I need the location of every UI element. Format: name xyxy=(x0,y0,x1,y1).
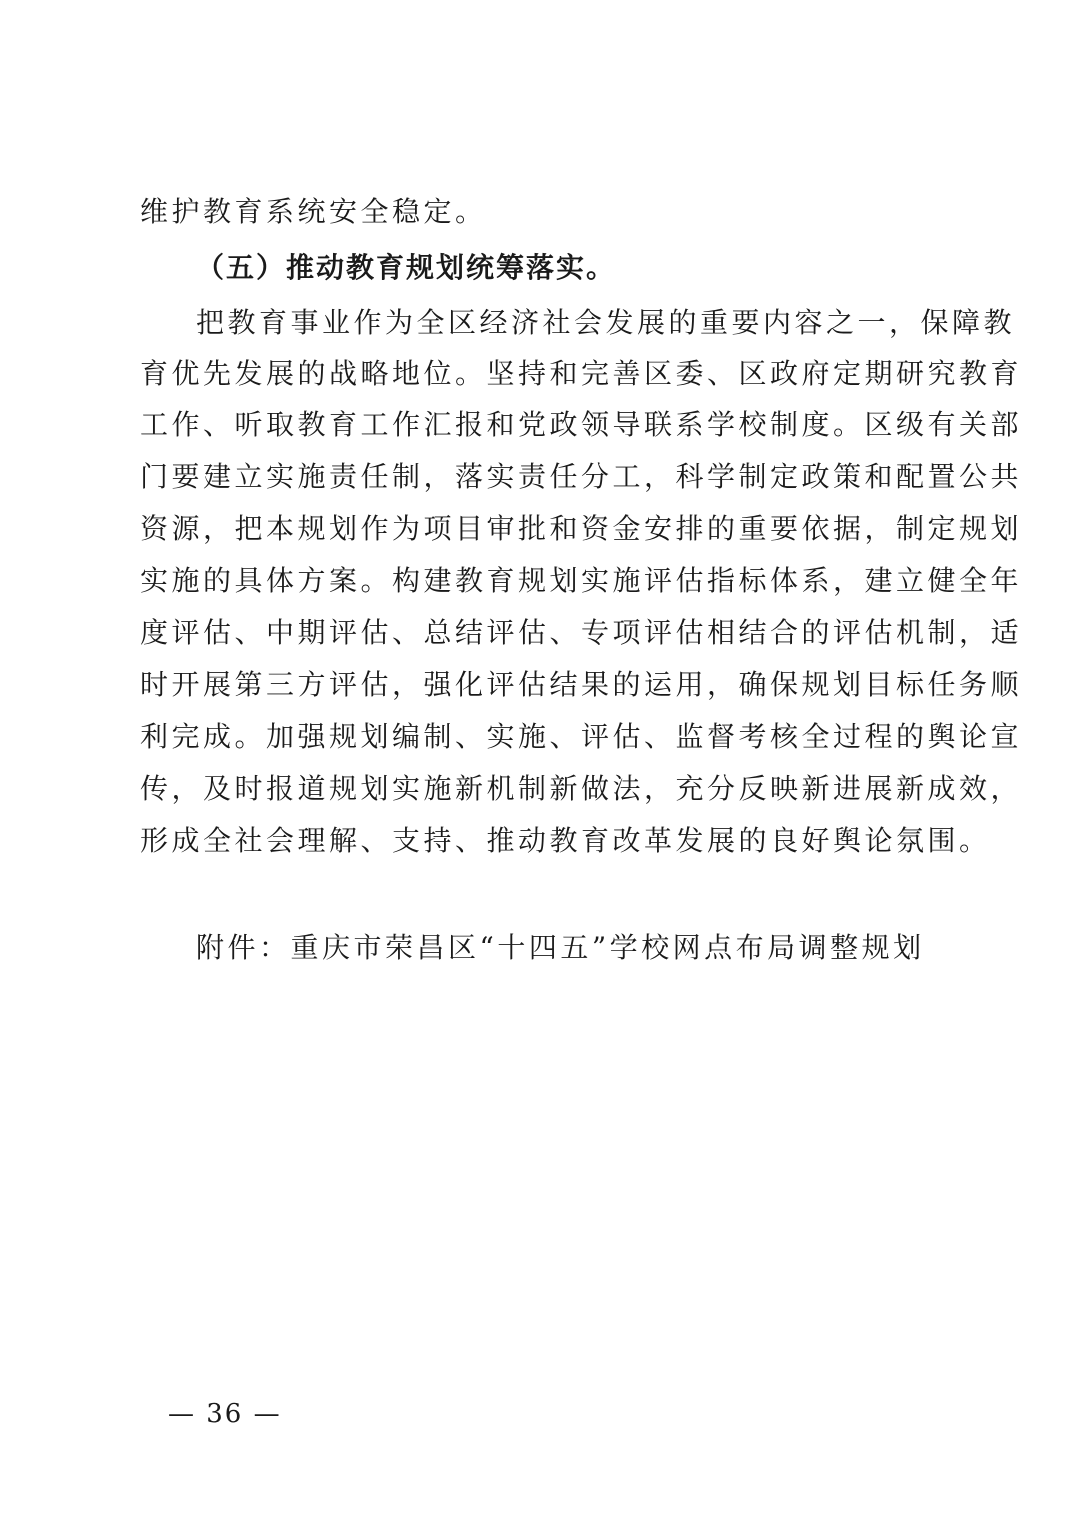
continuation-line: 维护教育系统安全稳定。 xyxy=(140,195,487,228)
section-heading: （五）推动教育规划统筹落实。 xyxy=(196,251,617,284)
paragraph-line: 传，及时报道规划实施新机制新做法，充分反映新进展新成效， xyxy=(140,772,1023,805)
paragraph-line: 资源，把本规划作为项目审批和资金安排的重要依据，制定规划 xyxy=(140,512,1023,545)
paragraph-line: 时开展第三方评估，强化评估结果的运用，确保规划目标任务顺 xyxy=(140,668,1023,701)
attachment-line: 附件：重庆市荣昌区“十四五”学校网点布局调整规划 xyxy=(196,931,925,964)
paragraph-line: 工作、听取教育工作汇报和党政领导联系学校制度。区级有关部 xyxy=(140,408,1023,441)
paragraph-line: 形成全社会理解、支持、推动教育改革发展的良好舆论氛围。 xyxy=(140,824,991,857)
paragraph-line: 实施的具体方案。构建教育规划实施评估指标体系，建立健全年 xyxy=(140,564,1023,597)
paragraph-line: 度评估、中期评估、总结评估、专项评估相结合的评估机制，适 xyxy=(140,616,1023,649)
paragraph-line: 育优先发展的战略地位。坚持和完善区委、区政府定期研究教育 xyxy=(140,357,1023,390)
paragraph-line: 门要建立实施责任制，落实责任分工，科学制定政策和配置公共 xyxy=(140,460,1023,493)
paragraph-line: 把教育事业作为全区经济社会发展的重要内容之一，保障教 xyxy=(196,306,1016,339)
paragraph-line: 利完成。加强规划编制、实施、评估、监督考核全过程的舆论宣 xyxy=(140,720,1023,753)
page-number: — 36 — xyxy=(168,1399,282,1429)
